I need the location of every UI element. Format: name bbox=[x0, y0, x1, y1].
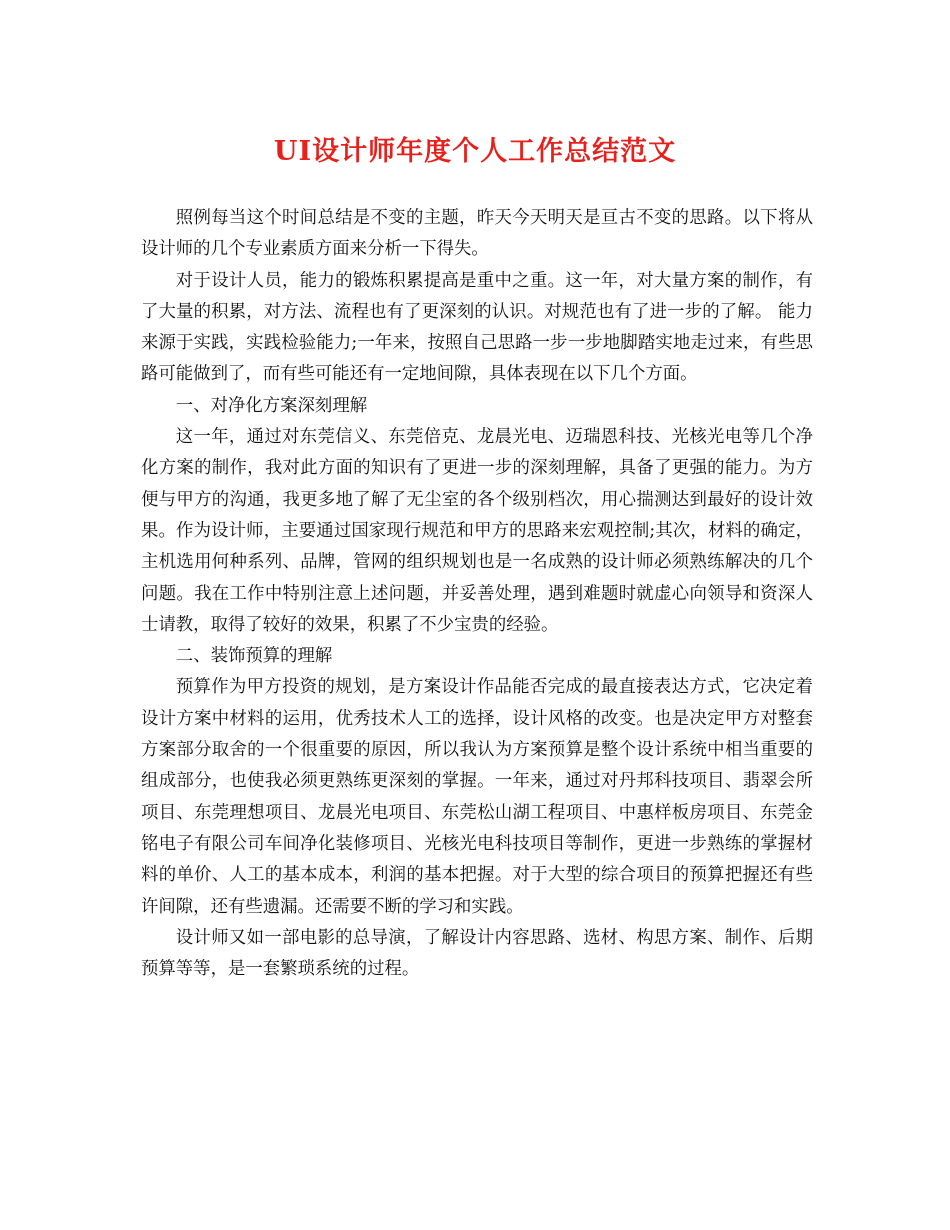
paragraph-ability: 对于设计人员，能力的锻炼积累提高是重中之重。这一年，对大量方案的制作，有了大量的积累，对方法、流程也有了更深刻的认识。对规范也有了进一步的了解。 能力来源于实践，实践检验能力;一年来，按照自己思路一步一步地脚踏实地走过来，有些思路可能做到了，而有些可能还有一定地间隙，具体表现在以下几个方面。 bbox=[141, 270, 813, 385]
document-title: UI设计师年度个人工作总结范文 bbox=[273, 136, 677, 167]
section-heading-budget: 二、装饰预算的理解 bbox=[175, 646, 333, 667]
paragraph-intro: 照例每当这个时间总结是不变的主题，昨天今天明天是亘古不变的思路。以下将从设计师的几个专业素质方面来分析一下得失。 bbox=[141, 208, 813, 260]
paragraph-director: 设计师又如一部电影的总导演，了解设计内容思路、选材、构思方案、制作、后期预算等等，是一套繁琐系统的过程。 bbox=[141, 927, 813, 980]
document-body bbox=[141, 203, 813, 985]
section-heading-purification: 一、对净化方案深刻理解 bbox=[175, 395, 368, 416]
paragraph-purification: 这一年，通过对东莞信义、东莞倍克、龙晨光电、迈瑞恩科技、光核光电等几个净化方案的制作，我对此方面的知识有了更进一步的深刻理解，具备了更强的能力。为方便与甲方的沟通，我更多地了解了无尘室的各个级别档次，用心揣测达到最好的设计效果。作为设计师，主要通过国家现行规范和甲方的思路来宏观控制;其次，材料的确定，主机选用何种系列、品牌，管网的组织规划也是一名成熟的设计师必须熟练解决的几个问题。我在工作中特别注意上述问题，并妥善处理，遇到难题时就虚心向领导和资深人士请教，取得了较好的效果，积累了不少宝贵的经验。 bbox=[141, 427, 813, 635]
paragraph-budget: 预算作为甲方投资的规划，是方案设计作品能否完成的最直接表达方式，它决定着设计方案中材料的运用，优秀技术人工的选择，设计风格的改变。也是决定甲方对整套方案部分取舍的一个很重要的原因，所以我认为方案预算是整个设计系统中相当重要的组成部分，也使我必须更熟练更深刻的掌握。一年来，通过对丹邦科技项目、翡翠会所项目、东莞理想项目、龙晨光电项目、东莞松山湖工程项目、中惠样板房项目、东莞金铭电子有限公司车间净化装修项目、光核光电科技项目等制作，更进一步熟练的掌握材料的单价、人工的基本成本，利润的基本把握。对于大型的综合项目的预算把握还有些许间隙，还有些遗漏。还需要不断的学习和实践。 bbox=[141, 677, 813, 917]
